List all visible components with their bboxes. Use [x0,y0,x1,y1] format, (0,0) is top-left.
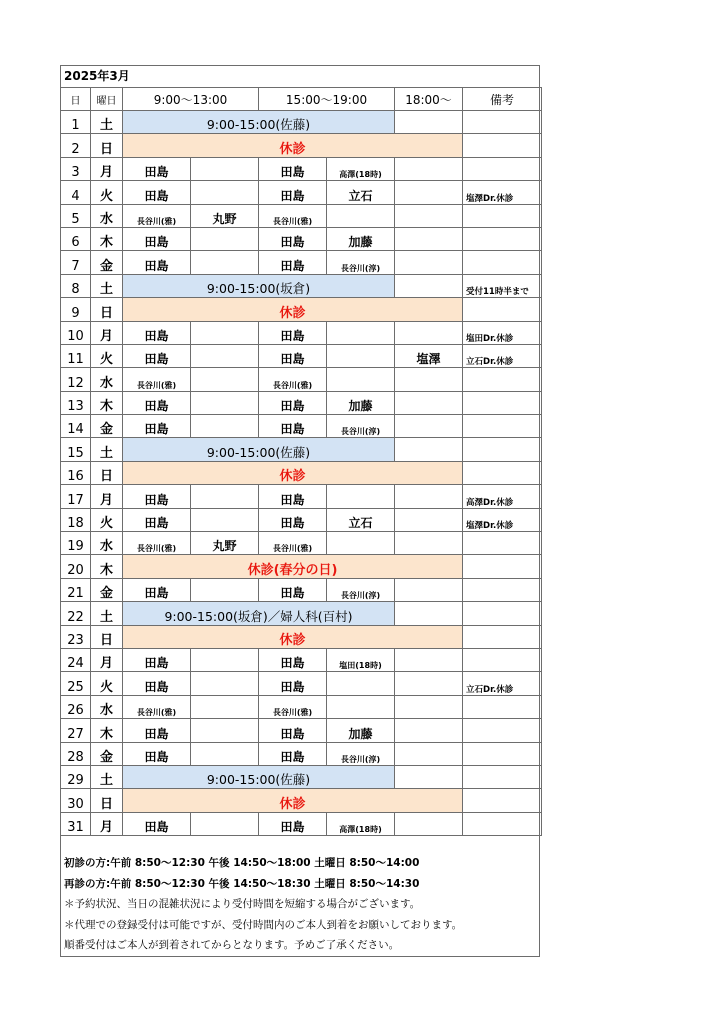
am-doctor-2-cell [191,695,259,718]
note-cell [463,719,542,742]
table-row [61,227,542,250]
late-cell [395,765,463,788]
weekday-cell: 月 [91,485,123,508]
late-doctor-cell [395,391,463,414]
late-doctor-cell [395,368,463,391]
day-cell: 31 [61,812,91,835]
table-row [61,344,542,367]
late-doctor-cell [395,812,463,835]
am-doctor-cell: 田島 [123,508,191,531]
note-cell [463,368,542,391]
day-cell: 15 [61,438,91,461]
pm-doctor-cell: 田島 [259,321,327,344]
closed-cell: 休診 [123,625,463,648]
header-am: 9:00～13:00 [123,88,259,111]
weekday-cell: 月 [91,157,123,180]
pm-doctor-2-cell: 長谷川(淳) [327,742,395,765]
weekday-cell: 日 [91,298,123,321]
table-row [61,485,542,508]
note-cell [463,578,542,601]
pm-doctor-cell: 長谷川(雅) [259,695,327,718]
note-cell: 高澤Dr.休診 [463,485,542,508]
weekday-cell: 火 [91,672,123,695]
weekday-cell: 木 [91,555,123,578]
am-doctor-2-cell [191,415,259,438]
am-doctor-cell: 長谷川(雅) [123,204,191,227]
table-row [61,391,542,414]
am-doctor-cell: 田島 [123,321,191,344]
note-cell: 立石Dr.休診 [463,344,542,367]
am-doctor-2-cell [191,251,259,274]
note-cell [463,602,542,625]
am-doctor-cell: 田島 [123,812,191,835]
pm-doctor-cell: 田島 [259,742,327,765]
am-doctor-cell: 田島 [123,157,191,180]
day-cell: 8 [61,274,91,297]
note-cell [463,532,542,555]
pm-doctor-2-cell [327,532,395,555]
weekday-cell: 日 [91,461,123,484]
table-row [61,461,542,484]
table-row [61,742,542,765]
closed-cell: 休診 [123,789,463,812]
day-cell: 12 [61,368,91,391]
late-doctor-cell [395,648,463,671]
day-cell: 10 [61,321,91,344]
am-doctor-cell: 田島 [123,672,191,695]
am-doctor-2-cell [191,648,259,671]
am-doctor-2-cell [191,508,259,531]
note-cell [463,298,542,321]
note-cell [463,625,542,648]
pm-doctor-cell: 田島 [259,227,327,250]
pm-doctor-cell: 田島 [259,812,327,835]
pm-doctor-cell: 田島 [259,181,327,204]
am-doctor-cell: 田島 [123,344,191,367]
day-cell: 9 [61,298,91,321]
pm-doctor-2-cell [327,672,395,695]
late-doctor-cell [395,672,463,695]
table-row [61,508,542,531]
pm-doctor-2-cell: 加藤 [327,391,395,414]
pm-doctor-2-cell: 長谷川(淳) [327,578,395,601]
pm-doctor-2-cell: 塩田(18時) [327,648,395,671]
pm-doctor-cell: 田島 [259,508,327,531]
day-cell: 20 [61,555,91,578]
late-cell [395,111,463,134]
weekday-cell: 水 [91,695,123,718]
am-doctor-cell: 田島 [123,391,191,414]
day-cell: 11 [61,344,91,367]
weekday-cell: 木 [91,391,123,414]
note-cell: 塩田Dr.休診 [463,321,542,344]
note-cell: 受付11時半まで [463,274,542,297]
weekday-cell: 金 [91,251,123,274]
note-cell [463,251,542,274]
day-cell: 26 [61,695,91,718]
footer-note-3: 順番受付はご本人が到着されてからとなります。予めご了承ください。 [64,939,400,951]
pm-doctor-cell: 長谷川(雅) [259,368,327,391]
am-doctor-2-cell [191,719,259,742]
weekday-cell: 水 [91,532,123,555]
table-row [61,765,542,788]
day-cell: 4 [61,181,91,204]
revisit-hours: 再診の方:午前 8:50～12:30 午後 14:50～18:30 土曜日 8:50～14:30 [64,877,420,890]
pm-doctor-2-cell: 高澤(18時) [327,157,395,180]
am-doctor-cell: 田島 [123,485,191,508]
header-note: 備考 [463,88,542,111]
table-row [61,368,542,391]
header-day: 日 [61,88,91,111]
late-doctor-cell [395,532,463,555]
day-cell: 7 [61,251,91,274]
weekday-cell: 日 [91,625,123,648]
am-doctor-2-cell [191,578,259,601]
table-row [61,321,542,344]
saturday-hours-cell: 9:00-15:00(坂倉)／婦人科(百村) [123,602,395,625]
pm-doctor-2-cell: 立石 [327,508,395,531]
day-cell: 23 [61,625,91,648]
note-cell [463,789,542,812]
pm-doctor-2-cell [327,344,395,367]
table-row [61,134,542,157]
table-row [61,274,542,297]
saturday-hours-cell: 9:00-15:00(佐藤) [123,438,395,461]
weekday-cell: 土 [91,274,123,297]
day-cell: 19 [61,532,91,555]
am-doctor-2-cell [191,391,259,414]
weekday-cell: 水 [91,204,123,227]
pm-doctor-cell: 田島 [259,672,327,695]
table-row [61,789,542,812]
am-doctor-2-cell [191,812,259,835]
saturday-hours-cell: 9:00-15:00(佐藤) [123,111,395,134]
pm-doctor-cell: 田島 [259,391,327,414]
am-doctor-2-cell [191,157,259,180]
table-row [61,555,542,578]
table-row [61,648,542,671]
day-cell: 30 [61,789,91,812]
pm-doctor-cell: 田島 [259,719,327,742]
late-doctor-cell [395,485,463,508]
day-cell: 2 [61,134,91,157]
pm-doctor-cell: 田島 [259,648,327,671]
table-row [61,204,542,227]
late-doctor-cell: 塩澤 [395,344,463,367]
day-cell: 3 [61,157,91,180]
footer-note-2: ＊代理での登録受付は可能ですが、受付時間内のご本人到着をお願いしております。 [64,918,463,931]
weekday-cell: 土 [91,111,123,134]
late-doctor-cell [395,695,463,718]
note-cell [463,461,542,484]
day-cell: 22 [61,602,91,625]
note-cell [463,157,542,180]
weekday-cell: 土 [91,765,123,788]
note-cell [463,555,542,578]
table-row [61,719,542,742]
late-doctor-cell [395,742,463,765]
header-row [61,88,542,111]
am-doctor-2-cell [191,181,259,204]
late-doctor-cell [395,508,463,531]
note-cell [463,204,542,227]
am-doctor-cell: 長谷川(雅) [123,368,191,391]
table-row [61,181,542,204]
late-doctor-cell [395,578,463,601]
pm-doctor-cell: 田島 [259,578,327,601]
day-cell: 24 [61,648,91,671]
table-row [61,532,542,555]
am-doctor-cell: 田島 [123,578,191,601]
note-cell [463,438,542,461]
day-cell: 6 [61,227,91,250]
late-doctor-cell [395,181,463,204]
am-doctor-cell: 田島 [123,719,191,742]
closed-cell: 休診 [123,134,463,157]
weekday-cell: 土 [91,438,123,461]
pm-doctor-cell: 田島 [259,415,327,438]
note-cell [463,391,542,414]
pm-doctor-2-cell: 高澤(18時) [327,812,395,835]
weekday-cell: 木 [91,719,123,742]
late-doctor-cell [395,719,463,742]
am-doctor-cell: 田島 [123,648,191,671]
note-cell [463,415,542,438]
table-row [61,625,542,648]
am-doctor-2-cell [191,368,259,391]
day-cell: 13 [61,391,91,414]
note-cell [463,227,542,250]
header-late: 18:00～ [395,88,463,111]
header-pm: 15:00～19:00 [259,88,395,111]
table-row [61,438,542,461]
am-doctor-2-cell: 丸野 [191,532,259,555]
am-doctor-cell: 長谷川(雅) [123,695,191,718]
table-row [61,298,542,321]
note-cell [463,111,542,134]
weekday-cell: 日 [91,134,123,157]
closed-cell: 休診 [123,298,463,321]
header-weekday: 曜日 [91,88,123,111]
weekday-cell: 火 [91,508,123,531]
late-doctor-cell [395,321,463,344]
table-row [61,578,542,601]
pm-doctor-2-cell: 加藤 [327,719,395,742]
page-title: 2025年3月 [61,66,539,88]
weekday-cell: 金 [91,578,123,601]
note-cell [463,812,542,835]
am-doctor-cell: 田島 [123,181,191,204]
table-row [61,111,542,134]
pm-doctor-2-cell [327,485,395,508]
note-cell: 立石Dr.休診 [463,672,542,695]
late-doctor-cell [395,415,463,438]
closed-cell: 休診(春分の日) [123,555,463,578]
late-doctor-cell [395,157,463,180]
day-cell: 21 [61,578,91,601]
pm-doctor-2-cell: 長谷川(淳) [327,251,395,274]
day-cell: 16 [61,461,91,484]
weekday-cell: 月 [91,812,123,835]
schedule-table [60,87,542,836]
pm-doctor-2-cell [327,204,395,227]
table-row [61,415,542,438]
weekday-cell: 土 [91,602,123,625]
saturday-hours-cell: 9:00-15:00(佐藤) [123,765,395,788]
day-cell: 25 [61,672,91,695]
day-cell: 27 [61,719,91,742]
weekday-cell: 水 [91,368,123,391]
weekday-cell: 金 [91,415,123,438]
am-doctor-cell: 田島 [123,742,191,765]
am-doctor-2-cell: 丸野 [191,204,259,227]
pm-doctor-2-cell: 長谷川(淳) [327,415,395,438]
am-doctor-cell: 田島 [123,227,191,250]
table-row [61,672,542,695]
table-row [61,251,542,274]
pm-doctor-cell: 長谷川(雅) [259,204,327,227]
day-cell: 1 [61,111,91,134]
note-cell: 塩澤Dr.休診 [463,508,542,531]
weekday-cell: 火 [91,181,123,204]
table-row [61,695,542,718]
am-doctor-cell: 長谷川(雅) [123,532,191,555]
weekday-cell: 月 [91,648,123,671]
note-cell [463,742,542,765]
late-doctor-cell [395,204,463,227]
am-doctor-2-cell [191,321,259,344]
am-doctor-cell: 田島 [123,251,191,274]
day-cell: 29 [61,765,91,788]
weekday-cell: 日 [91,789,123,812]
pm-doctor-cell: 田島 [259,157,327,180]
pm-doctor-2-cell: 加藤 [327,227,395,250]
table-row [61,812,542,835]
table-row [61,157,542,180]
table-row [61,602,542,625]
pm-doctor-cell: 田島 [259,485,327,508]
pm-doctor-cell: 田島 [259,344,327,367]
schedule-sheet [60,65,540,957]
am-doctor-2-cell [191,485,259,508]
late-doctor-cell [395,251,463,274]
late-cell [395,274,463,297]
pm-doctor-2-cell: 立石 [327,181,395,204]
day-cell: 5 [61,204,91,227]
late-cell [395,602,463,625]
day-cell: 14 [61,415,91,438]
weekday-cell: 火 [91,344,123,367]
am-doctor-cell: 田島 [123,415,191,438]
saturday-hours-cell: 9:00-15:00(坂倉) [123,274,395,297]
am-doctor-2-cell [191,344,259,367]
pm-doctor-2-cell [327,321,395,344]
note-cell [463,765,542,788]
note-cell [463,695,542,718]
weekday-cell: 木 [91,227,123,250]
closed-cell: 休診 [123,461,463,484]
footer-note-1: ＊予約状況、当日の混雑状況により受付時間を短縮する場合がございます。 [64,898,421,910]
note-cell [463,134,542,157]
am-doctor-2-cell [191,227,259,250]
weekday-cell: 月 [91,321,123,344]
note-cell: 塩澤Dr.休診 [463,181,542,204]
late-doctor-cell [395,227,463,250]
am-doctor-2-cell [191,672,259,695]
first-visit-hours: 初診の方:午前 8:50～12:30 午後 14:50～18:00 土曜日 8:50～14:00 [64,857,420,869]
note-cell [463,648,542,671]
footer-notes [61,853,539,956]
day-cell: 28 [61,742,91,765]
pm-doctor-cell: 田島 [259,251,327,274]
day-cell: 18 [61,508,91,531]
pm-doctor-2-cell [327,695,395,718]
weekday-cell: 金 [91,742,123,765]
late-cell [395,438,463,461]
pm-doctor-2-cell [327,368,395,391]
day-cell: 17 [61,485,91,508]
pm-doctor-cell: 長谷川(雅) [259,532,327,555]
am-doctor-2-cell [191,742,259,765]
